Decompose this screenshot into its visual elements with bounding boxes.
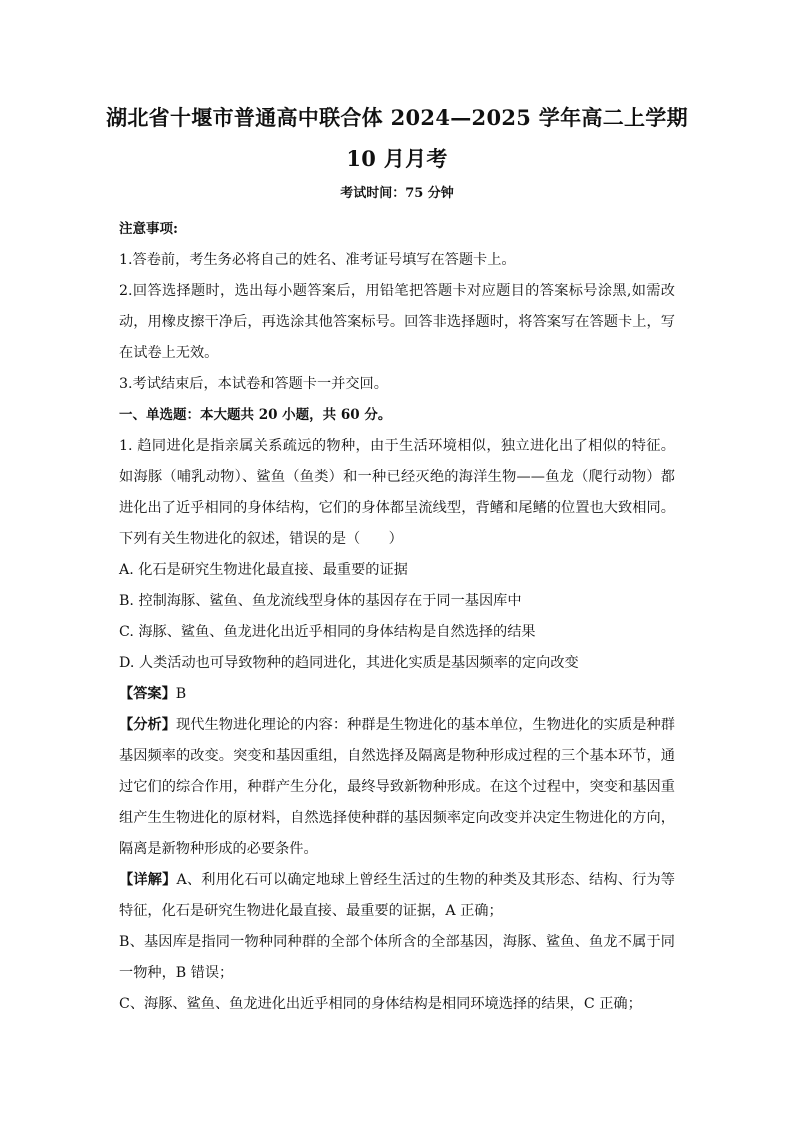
document-title-line1: 湖北省十堰市普通高中联合体 2024—2025 学年高二上学期 — [106, 105, 688, 130]
document-title-line2: 10 月月考 — [346, 146, 448, 171]
analysis-text: 现代生物进化理论的内容：种群是生物进化的基本单位，生物进化的实质是种群基因频率的改变。突变和基因重组，自然选择及隔离是物种形成过程的三个基本环节，通过它们的综合作用，种群产生分化，最终导致新物种形成。在这个过程中，突变和基因重组产生生物进化的原材料，自然选择使种群的基因频率定向改变并决定生物进化的方向，隔离是新物种形成的必要条件。 — [119, 717, 675, 857]
note-item-3: 3.考试结束后，本试卷和答题卡一并交回。 — [119, 376, 388, 392]
option-d: D. 人类活动也可导致物种的趋同进化，其进化实质是基因频率的定向改变 — [119, 655, 579, 671]
option-a: A. 化石是研究生物进化最直接、最重要的证据 — [119, 562, 408, 578]
document-body — [119, 214, 675, 1020]
option-b: B. 控制海豚、鲨鱼、鱼龙流线型身体的基因存在于同一基因库中 — [119, 593, 522, 609]
section-heading: 一、单选题：本大题共 20 小题，共 60 分。 — [119, 407, 392, 423]
detail-paragraph — [119, 865, 675, 927]
notes-heading: 注意事项: — [119, 221, 178, 237]
analysis-paragraph — [119, 710, 675, 865]
answer-label: 【答案】 — [119, 686, 176, 702]
detail-label: 【详解】 — [119, 872, 177, 888]
option-c: C. 海豚、鲨鱼、鱼龙进化出近乎相同的身体结构是自然选择的结果 — [119, 624, 536, 640]
note-item-1: 1.答卷前，考生务必将自己的姓名、准考证号填写在答题卡上。 — [119, 252, 516, 268]
detail-line-c: C、海豚、鲨鱼、鱼龙进化出近乎相同的身体结构是相同环境选择的结果，C 正确； — [119, 996, 642, 1012]
question-stem: 1. 趋同进化是指亲属关系疏远的物种，由于生活环境相似，独立进化出了相似的特征。如海豚（哺乳动物）、鲨鱼（鱼类）和一种已经灭绝的海洋生物——鱼龙（爬行动物）都进化出了近乎相同的身体结构，它们的身体都呈流线型，背鳍和尾鳍的位置也大致相同。下列有关生物进化的叙述，错误的是（ ） — [119, 438, 675, 547]
exam-time: 考试时间：75 分钟 — [340, 186, 454, 201]
answer-value: B — [175, 686, 187, 702]
detail-line-b: B、基因库是指同一物种同种群的全部个体所含的全部基因，海豚、鲨鱼、鱼龙不属于同一物种，B 错误； — [119, 934, 675, 981]
analysis-label: 【分析】 — [119, 717, 177, 733]
detail-line-a: A、利用化石可以确定地球上曾经生活过的生物的种类及其形态、结构、行为等特征，化石是研究生物进化最直接、最重要的证据，A 正确； — [119, 872, 675, 919]
answer-line — [119, 679, 675, 710]
note-item-2: 2.回答选择题时，选出每小题答案后，用铅笔把答题卡对应题目的答案标号涂黑,如需改动，用橡皮擦干净后，再选涂其他答案标号。回答非选择题时，将答案写在答题卡上，写在试卷上无效。 — [119, 283, 675, 361]
